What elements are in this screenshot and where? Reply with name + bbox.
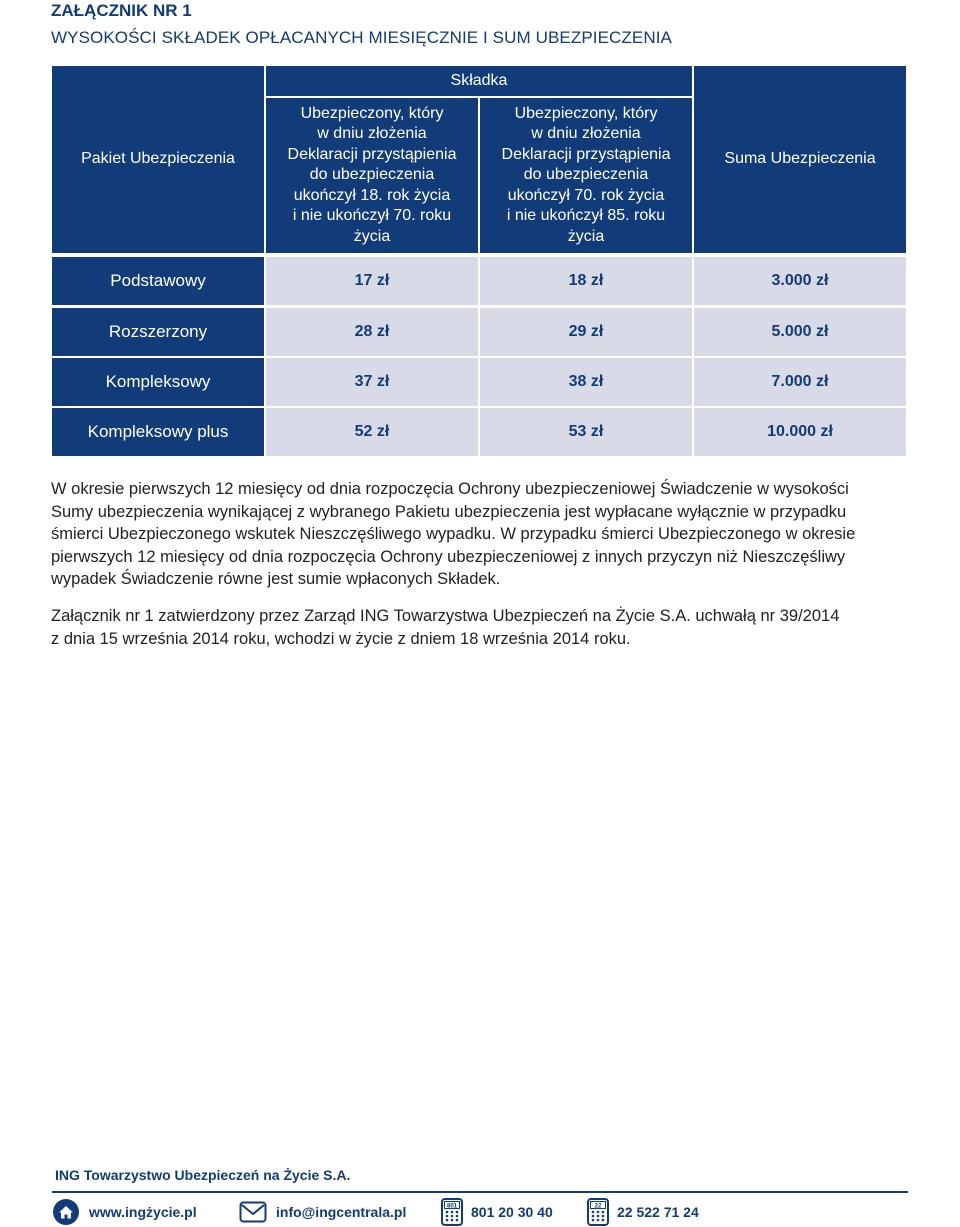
footer-phone-1[interactable]: 801 20 30 40	[471, 1204, 553, 1220]
footer-company: ING Towarzystwo Ubezpieczeń na Życie S.A.	[55, 1167, 351, 1183]
paragraph-approval: Załącznik nr 1 zatwierdzony przez Zarząd ING Towarzystwa Ubezpieczeń na Życie S.A. uchwałą nr 39/2014 z dnia 15 września 2014 roku, wchodzi w życie z dniem 18 września 2014 roku.	[51, 607, 840, 648]
home-icon	[52, 1198, 80, 1226]
row-podstawowy-premium-1: 17 zł	[266, 257, 478, 305]
row-kompleksowy-premium-1: 37 zł	[266, 358, 478, 406]
header-package: Pakiet Ubezpieczenia	[52, 66, 264, 253]
row-label-kompleksowy-plus: Kompleksowy plus	[52, 408, 264, 456]
row-label-kompleksowy: Kompleksowy	[52, 358, 264, 406]
svg-text:801: 801	[446, 1203, 458, 1210]
footer-website[interactable]: www.ingżycie.pl	[89, 1204, 197, 1220]
document-header	[51, 0, 672, 49]
row-rozszerzony-sum: 5.000 zł	[694, 308, 906, 356]
footer-phone-2[interactable]: 22 522 71 24	[617, 1204, 699, 1220]
page-title: ZAŁĄCZNIK NR 1	[51, 1, 192, 20]
envelope-icon	[239, 1198, 267, 1226]
phone-icon	[440, 1198, 464, 1226]
row-podstawowy-sum: 3.000 zł	[694, 257, 906, 305]
paragraph-benefit-terms: W okresie pierwszych 12 miesięcy od dnia rozpoczęcia Ochrony ubezpieczeniowej Świadczenie w wysokości Sumy ubezpieczenia wynikającej z wybranego Pakietu ubezpieczenia jest wypłacane wyłącznie w przypadku śmierci Ubezpieczonego wskutek Nieszczęśliwego wypadku. W przypadku śmierci Ubezpieczonego w okresie pierwszych 12 miesięcy od dnia rozpoczęcia Ochrony ubezpieczeniowej z innych przyczyn niż Nieszczęśliwy wypadek Świadczenie równe jest sumie wpłaconych Składek.	[51, 480, 856, 589]
header-sum: Suma Ubezpieczenia	[694, 66, 906, 253]
svg-text:22: 22	[594, 1203, 602, 1210]
row-kompleksowy-plus-sum: 10.000 zł	[694, 408, 906, 456]
row-label-rozszerzony: Rozszerzony	[52, 308, 264, 356]
header-premium: Składka	[266, 66, 692, 96]
row-kompleksowy-premium-2: 38 zł	[480, 358, 692, 406]
row-kompleksowy-plus-premium-1: 52 zł	[266, 408, 478, 456]
footer-divider	[52, 1191, 908, 1193]
header-age-70-85: Ubezpieczony, który w dniu złożenia Deklaracji przystąpienia do ubezpieczenia ukończył 70. rok życia i nie ukończył 85. roku życia	[480, 98, 692, 253]
row-podstawowy-premium-2: 18 zł	[480, 257, 692, 305]
phone-icon	[586, 1198, 610, 1226]
row-rozszerzony-premium-1: 28 zł	[266, 308, 478, 356]
header-age-18-70: Ubezpieczony, który w dniu złożenia Deklaracji przystąpienia do ubezpieczenia ukończył 18. rok życia i nie ukończył 70. roku życia	[266, 98, 478, 253]
row-kompleksowy-sum: 7.000 zł	[694, 358, 906, 406]
row-label-podstawowy: Podstawowy	[52, 257, 264, 305]
row-kompleksowy-plus-premium-2: 53 zł	[480, 408, 692, 456]
footer-email[interactable]: info@ingcentrala.pl	[276, 1204, 407, 1220]
page-subtitle: WYSOKOŚCI SKŁADEK OPŁACANYCH MIESIĘCZNIE I SUM UBEZPIECZENIA	[51, 28, 672, 47]
row-rozszerzony-premium-2: 29 zł	[480, 308, 692, 356]
